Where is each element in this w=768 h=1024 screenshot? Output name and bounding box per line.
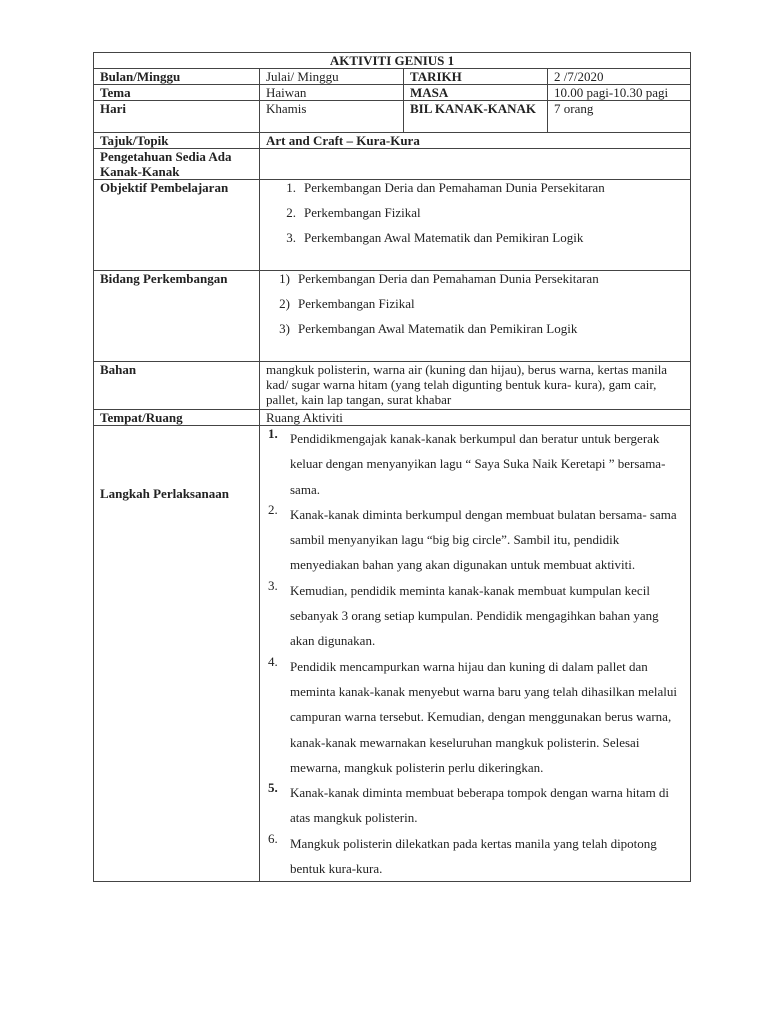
steps-list — [268, 426, 682, 881]
objektif-list — [266, 180, 684, 255]
bil-value: 7 orang — [548, 101, 691, 133]
list-number: 3) — [279, 321, 290, 336]
step-number: 6. — [268, 830, 278, 846]
step-text: Kemudian, pendidik meminta kanak-kanak membuat kumpulan kecil sebanyak 3 orang setiap kumpulan. Pendidik mengagihkan bahan yang akan digunakan. — [290, 582, 659, 649]
pengetahuan-label: Pengetahuan Sedia Ada Kanak-Kanak — [94, 149, 260, 180]
step-item — [268, 654, 682, 780]
pengetahuan-value — [260, 149, 691, 180]
step-text: Kanak-kanak diminta berkumpul dengan membuat bulatan bersama- sama sambil menyanyikan lagu “big big circle”. Sambil itu, pendidik menyediakan bahan yang akan digunakan untuk membuat aktiviti. — [290, 506, 677, 573]
step-item — [268, 502, 682, 578]
bulan-label: Bulan/Minggu — [94, 69, 260, 85]
list-text: Perkembangan Fizikal — [298, 296, 415, 311]
step-text: Pendidik mencampurkan warna hijau dan kuning di dalam pallet dan meminta kanak-kanak menyebut warna baru yang telah dihasilkan melalui campuran warna tersebut. Kemudian, dengan menggunakan berus warna, kanak-kanak mewarnakan keseluruhan mangkuk polisterin. Selesai mewarna, mangkuk polisterin perlu dikeringkan. — [290, 658, 677, 775]
list-text: Perkembangan Deria dan Pemahaman Dunia Persekitaran — [304, 180, 605, 195]
bulan-value: Julai/ Minggu — [260, 69, 404, 85]
tema-value: Haiwan — [260, 85, 404, 101]
list-number: 3. — [286, 230, 296, 245]
bidang-cell — [260, 271, 691, 362]
step-item — [268, 780, 682, 831]
step-text: Mangkuk polisterin dilekatkan pada kertas manila yang telah dipotong bentuk kura-kura. — [290, 835, 657, 877]
list-item — [266, 271, 684, 296]
langkah-cell — [260, 426, 691, 882]
langkah-label: Langkah Perlaksanaan — [94, 426, 260, 882]
step-text: Pendidikmengajak kanak-kanak berkumpul dan beratur untuk bergerak keluar dengan menyanyikan lagu “ Saya Suka Naik Keretapi ” bersama-sama. — [290, 431, 666, 497]
hari-value: Khamis — [260, 101, 404, 133]
step-text: Kanak-kanak diminta membuat beberapa tompok dengan warna hitam di atas mangkuk polisterin. — [290, 785, 670, 826]
list-number: 1. — [286, 180, 296, 195]
step-item — [268, 426, 682, 502]
list-text: Perkembangan Awal Matematik dan Pemikiran Logik — [298, 321, 578, 336]
list-item — [266, 180, 684, 205]
list-number: 1) — [279, 271, 290, 286]
step-item — [268, 578, 682, 654]
bil-label: BIL KANAK-KANAK — [404, 101, 548, 133]
bidang-list — [266, 271, 684, 346]
step-item — [268, 831, 682, 882]
list-text: Perkembangan Fizikal — [304, 205, 421, 220]
list-text: Perkembangan Deria dan Pemahaman Dunia Persekitaran — [298, 271, 599, 286]
tajuk-value: Art and Craft – Kura-Kura — [260, 133, 691, 149]
tempat-label: Tempat/Ruang — [94, 410, 260, 426]
activity-table — [93, 52, 691, 882]
list-item — [266, 296, 684, 321]
step-number: 1. — [268, 426, 278, 441]
masa-value: 10.00 pagi-10.30 pagi — [548, 85, 691, 101]
list-item — [266, 205, 684, 230]
list-text: Perkembangan Awal Matematik dan Pemikiran Logik — [304, 230, 584, 245]
objektif-cell — [260, 180, 691, 271]
tajuk-label: Tajuk/Topik — [94, 133, 260, 149]
bahan-label: Bahan — [94, 362, 260, 410]
list-number: 2. — [286, 205, 296, 220]
list-item — [266, 321, 684, 346]
list-item — [266, 230, 684, 255]
hari-label: Hari — [94, 101, 260, 133]
masa-label: MASA — [404, 85, 548, 101]
step-number: 3. — [268, 577, 278, 593]
objektif-label: Objektif Pembelajaran — [94, 180, 260, 271]
bidang-label: Bidang Perkembangan — [94, 271, 260, 362]
step-number: 5. — [268, 780, 278, 796]
step-number: 4. — [268, 653, 278, 669]
tarikh-label: TARIKH — [404, 69, 548, 85]
bahan-value: mangkuk polisterin, warna air (kuning dan hijau), berus warna, kertas manila kad/ sugar warna hitam (yang telah digunting bentuk kura- kura), gam cair, pallet, kain lap tangan, surat khabar — [260, 362, 691, 410]
document-title: AKTIVITI GENIUS 1 — [94, 53, 691, 69]
tarikh-value: 2 /7/2020 — [548, 69, 691, 85]
list-number: 2) — [279, 296, 290, 311]
step-number: 2. — [268, 501, 278, 517]
tempat-value: Ruang Aktiviti — [260, 410, 691, 426]
tema-label: Tema — [94, 85, 260, 101]
